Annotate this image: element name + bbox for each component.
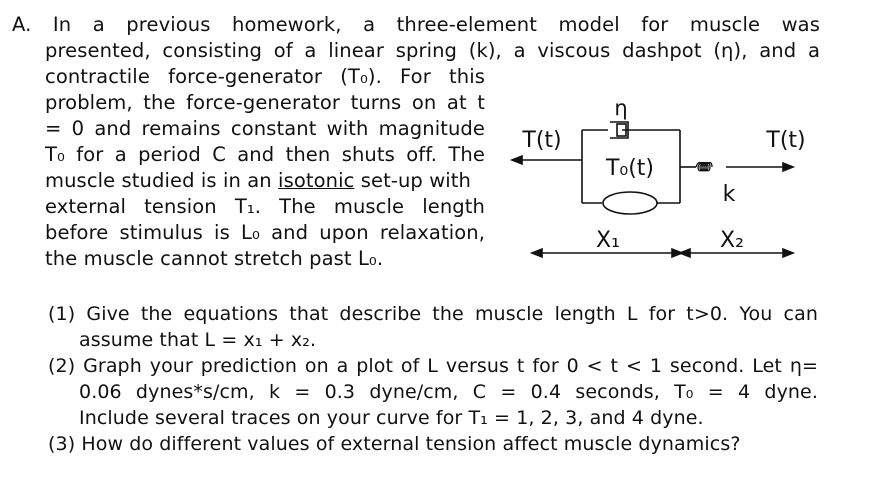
x2-label: X₂	[720, 228, 744, 253]
intro-line-7-start: muscle studied is in an	[45, 169, 279, 192]
intro-line-1: A. In a previous homework, a three-element model for muscle was	[12, 13, 820, 36]
question-3: (3) How do different values of external tension affect muscle dynamics?	[48, 433, 741, 455]
intro-line-8: external tension T₁. The muscle length	[45, 195, 485, 218]
intro-line-7-end: set-up with	[354, 169, 471, 192]
x2-left-arrowhead	[680, 249, 690, 257]
left-force-arrowhead	[512, 156, 522, 164]
question-2-line-1: (2) Graph your prediction on a plot of L versus t for 0 < t < 1 second. Let η=	[48, 355, 818, 377]
intro-line-4: problem, the force-generator turns on at t	[45, 91, 485, 114]
generator-label: T₀(t)	[605, 156, 655, 181]
question-2-line-3: Include several traces on your curve for T₁ = 1, 2, 3, and 4 dyne.	[79, 407, 704, 429]
left-force-label: T(t)	[522, 128, 562, 153]
spring-coil	[696, 163, 712, 171]
muscle-model-diagram	[490, 85, 820, 275]
intro-line-3: contractile force-generator (T₀). For this	[45, 65, 485, 88]
spring-label: k	[722, 182, 736, 207]
intro-line-2: presented, consisting of a linear spring (k), a viscous dashpot (η), and a	[45, 39, 820, 62]
intro-line-6: T₀ for a period C and then shuts off. The	[45, 143, 485, 166]
right-force-label: T(t)	[766, 128, 806, 153]
dashpot-label: η	[614, 96, 628, 120]
x2-right-arrowhead	[783, 249, 793, 257]
question-1-line-1: (1) Give the equations that describe the muscle length L for t>0. You can	[48, 303, 818, 325]
intro-line-5: = 0 and remains constant with magnitude	[45, 117, 485, 140]
x1-label: X₁	[596, 228, 620, 253]
intro-line-9: before stimulus is L₀ and upon relaxation,	[45, 221, 485, 244]
isotonic-term: isotonic	[278, 169, 355, 192]
right-force-arrowhead	[783, 163, 793, 171]
intro-line-10: the muscle cannot stretch past L₀.	[45, 247, 384, 270]
x1-left-arrowhead	[532, 249, 542, 257]
intro-line-7	[45, 169, 471, 193]
force-generator-ellipse	[603, 192, 657, 214]
question-1-line-2: assume that L = x₁ + x₂.	[79, 329, 317, 351]
question-2-line-2: 0.06 dynes*s/cm, k = 0.3 dyne/cm, C = 0.4 seconds, T₀ = 4 dyne.	[79, 381, 818, 403]
